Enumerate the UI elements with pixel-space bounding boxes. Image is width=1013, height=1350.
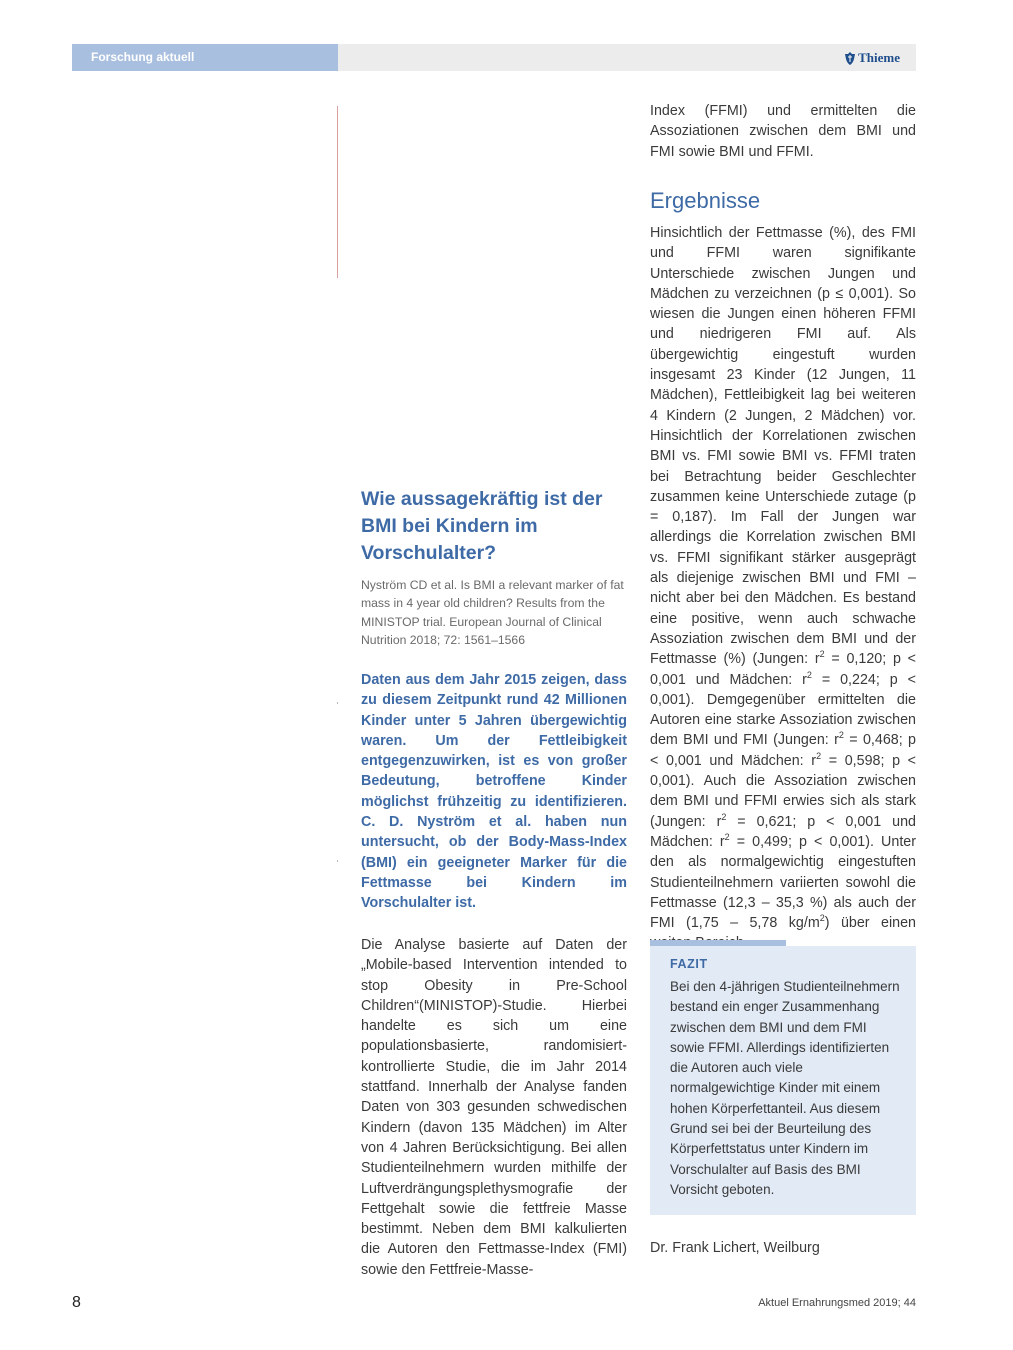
article-citation: Nyström CD et al. Is BMI a relevant marker of fat mass in 4 year old children? Results from the MINISTOP trial. European Journal of Clinical Nutrition 2018; 72: 1561–1566	[361, 578, 624, 647]
publisher-name: Thieme	[858, 50, 900, 65]
margin-mark	[337, 702, 338, 704]
margin-rule	[337, 106, 338, 278]
fazit-label: FAZIT	[670, 957, 708, 971]
thieme-crest-icon	[845, 52, 855, 65]
article-title: Wie aussagekräftig ist der BMI bei Kindern im Vorschulalter?	[361, 488, 603, 564]
body-text-left: Die Analyse basierte auf Daten der „Mobile-based Intervention intended to stop Obesity in Pre-School Children“(MINISTOP)-Studie. Hierbei handelte es sich um eine populationsbasierte, randomisiert-kontrollierte Studie, die im Jahr 2014 stattfand. Innerhalb der Analyse fanden Daten von 303 gesunden schwedischen Kindern (davon 135 Mädchen) im Alter von 4 Jahren Berücksichtigung. Bei allen Studienteilnehmern wurden mithilfe der Luftverdrängungsplethysmografie der Fettgehalt sowie die fettfreie Masse bestimmt. Neben dem BMI kalkulierten die Autoren den Fettmasse-Index (FMI) sowie den Fettfreie-Masse-	[361, 937, 627, 1278]
body-text-right-top: Index (FFMI) und ermittelten die Assoziationen zwischen dem BMI und FMI sowie BMI und FFMI.	[650, 103, 916, 160]
fazit-text: Bei den 4-jährigen Studienteilnehmern bestand ein enger Zusammenhang zwischen dem BMI und dem FMI sowie FFMI. Allerdings identifizierten die Autoren auch viele normalgewichtige Kinder mit einem hohen Körperfettanteil. Aus diesem Grund sei bei der Beurteilung des Körperfettstatus unter Kindern im Vorschulalter auf Basis des BMI Vorsicht geboten.	[670, 979, 900, 1197]
publisher-logo	[845, 50, 900, 66]
fazit-box	[650, 946, 916, 1215]
results-text: Hinsichtlich der Fettmasse (%), des FMI und FFMI waren signifikante Unterschiede zwischen Jungen und Mädchen zu verzeichnen (p ≤ 0,001). So wiesen die Jungen einen höheren FFMI und niedrigeren FMI auf. Als übergewichtig eingestuft wurden insgesamt 23 Kinder (12 Jungen, 11 Mädchen), Fettleibigkeit lag bei weiteren 4 Kindern (2 Jungen, 2 Mädchen) vor. Hinsichtlich der Korrelationen zwischen BMI vs. FMI sowie BMI vs. FFMI traten bei Betrachtung beider Geschlechter zusammen keine Unterschiede zutage (p = 0,187). Im Fall der Jungen war allerdings die Korrelation zwischen BMI vs. FFMI signifikant stärker ausgeprägt als diejenige zwischen BMI und FMI – nicht aber bei den Mädchen. Es bestand eine positive, wenn auch schwache Assoziation zwischen dem BMI und der Fettmasse (%) (Jungen: $r^2 = 0,120$; p < 0,001 und Mädchen: $r^2 = 0,224$; p < 0,001). Demgegenüber ermittelten die Autoren eine starke Assoziation zwischen dem BMI und FMI (Jungen: $r^2 = 0,468$; p < 0,001 und Mädchen: $r^2 = 0,598$; p < 0,001). Auch die Assoziation zwischen dem BMI und FFMI erwies sich als stark (Jungen: $r^2 = 0,621$; p < 0,001 und Mädchen: $r^2 = 0,499$; p < 0,001). Unter den als normalgewichtig eingestuften Studienteilnehmern variierten sowohl die Fettmasse (12,3 – 35,3 %) als auch der FMI (1,75 – 5,78 $kg/m^2$) über einen	[650, 225, 917, 932]
section-label: Forschung aktuell	[91, 50, 195, 64]
section-header-bar	[72, 44, 338, 71]
article-lead: Daten aus dem Jahr 2015 zeigen, dass zu diesem Zeitpunkt rund 42 Millionen Kinder unter 5 Jahren übergewichtig waren. Um der Fettleibigkeit entgegenzuwirken, ist es von großer Bedeutung, betroffene Kinder möglichst frühzeitig zu identifizieren. C. D. Nyström et al. haben nun untersucht, ob der Body-Mass-Index (BMI) ein geeigneter Marker für die Fettmasse bei Kindern im Vorschulalter ist.	[361, 672, 627, 912]
publisher-header-bar	[338, 44, 916, 71]
author-line: Dr. Frank Lichert, Weilburg	[650, 1240, 820, 1256]
results-heading: Ergebnisse	[650, 188, 761, 213]
margin-mark	[337, 860, 338, 862]
page-number: 8	[72, 1294, 81, 1311]
journal-reference: Aktuel Ernahrungsmed 2019; 44	[758, 1297, 916, 1309]
